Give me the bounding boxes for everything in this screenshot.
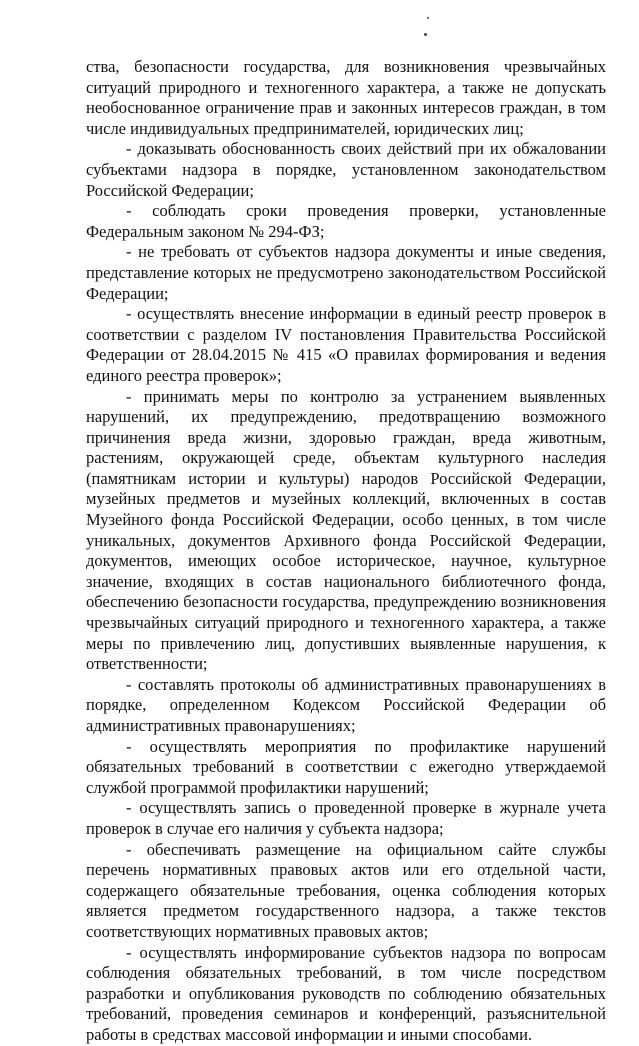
list-item: - составлять протоколы об административных правонарушениях в порядке, определенном Кодексом Российской Федерации об административных правонарушениях; [86,674,606,735]
list-item: - осуществлять запись о проведенной проверке в журнале учета проверок в случае его наличия у субъекта надзора; [86,798,606,838]
document-body [86,57,606,1046]
scan-speck [424,33,427,36]
list-item: - осуществлять информирование субъектов надзора по вопросам соблюдения обязательных требований, в том числе посредством разработки и опубликования руководств по соблюдению обязательных требований, проведения семинаров и конференций, разъяснительной работы в средствах массовой информации и иными способами. [86,942,606,1044]
list-item: - осуществлять мероприятия по профилактике нарушений обязательных требований в соответствии с ежегодно утверждаемой службой программой профилактики нарушений; [86,736,606,797]
list-item: - принимать меры по контролю за устранением выявленных нарушений, их предупреждению, предотвращению возможного причинения вреда жизни, здоровью граждан, вреда животным, растениям, окружающей среде, объектам культурного наследия (памятникам истории и культуры) народов Российской Федерации, музейных предметов и музейных коллекций, включенных в состав Музейного фонда Российской Федерации, особо ценных, в том числе уникальных, документов Архивного фонда Российской Федерации, документов, имеющих особое историческое, научное, культурное значение, входящих в состав национального библиотечного фонда, обеспечению безопасности государства, предупреждению возникновения чрезвычайных ситуаций природного и техногенного характера, а также меры по привлечению лиц, допустивших выявленные нарушения, к ответственности; [86,386,606,674]
list-item: - не требовать от субъектов надзора документы и иные сведения, представление которых не предусмотрено законодательством Российской Федерации; [86,242,606,303]
scan-speck [427,17,429,19]
list-item: - доказывать обоснованность своих действий при их обжаловании субъектами надзора в порядке, установленном законодательством Российской Федерации; [86,139,606,200]
list-item: - обеспечивать размещение на официальном сайте службы перечень нормативных правовых актов или его отдельной части, содержащего обязательные требования, оценка соблюдения которых является предметом государственного надзора, а также текстов соответствующих нормативных правовых актов; [86,839,606,941]
list-item: - осуществлять внесение информации в единый реестр проверок в соответствии с разделом IV постановления Правительства Российской Федерации от 28.04.2015 № 415 «О правилах формирования и ведения единого реестра проверок»; [86,304,606,385]
list-item: - соблюдать сроки проведения проверки, установленные Федеральным законом № 294-ФЗ; [86,201,606,241]
paragraph-continuation: ства, безопасности государства, для возникновения чрезвычайных ситуаций природного и техногенного характера, а также не допускать необоснованное ограничение прав и законных интересов граждан, в том числе индивидуальных предпринимателей, юридических лиц; [86,57,606,138]
